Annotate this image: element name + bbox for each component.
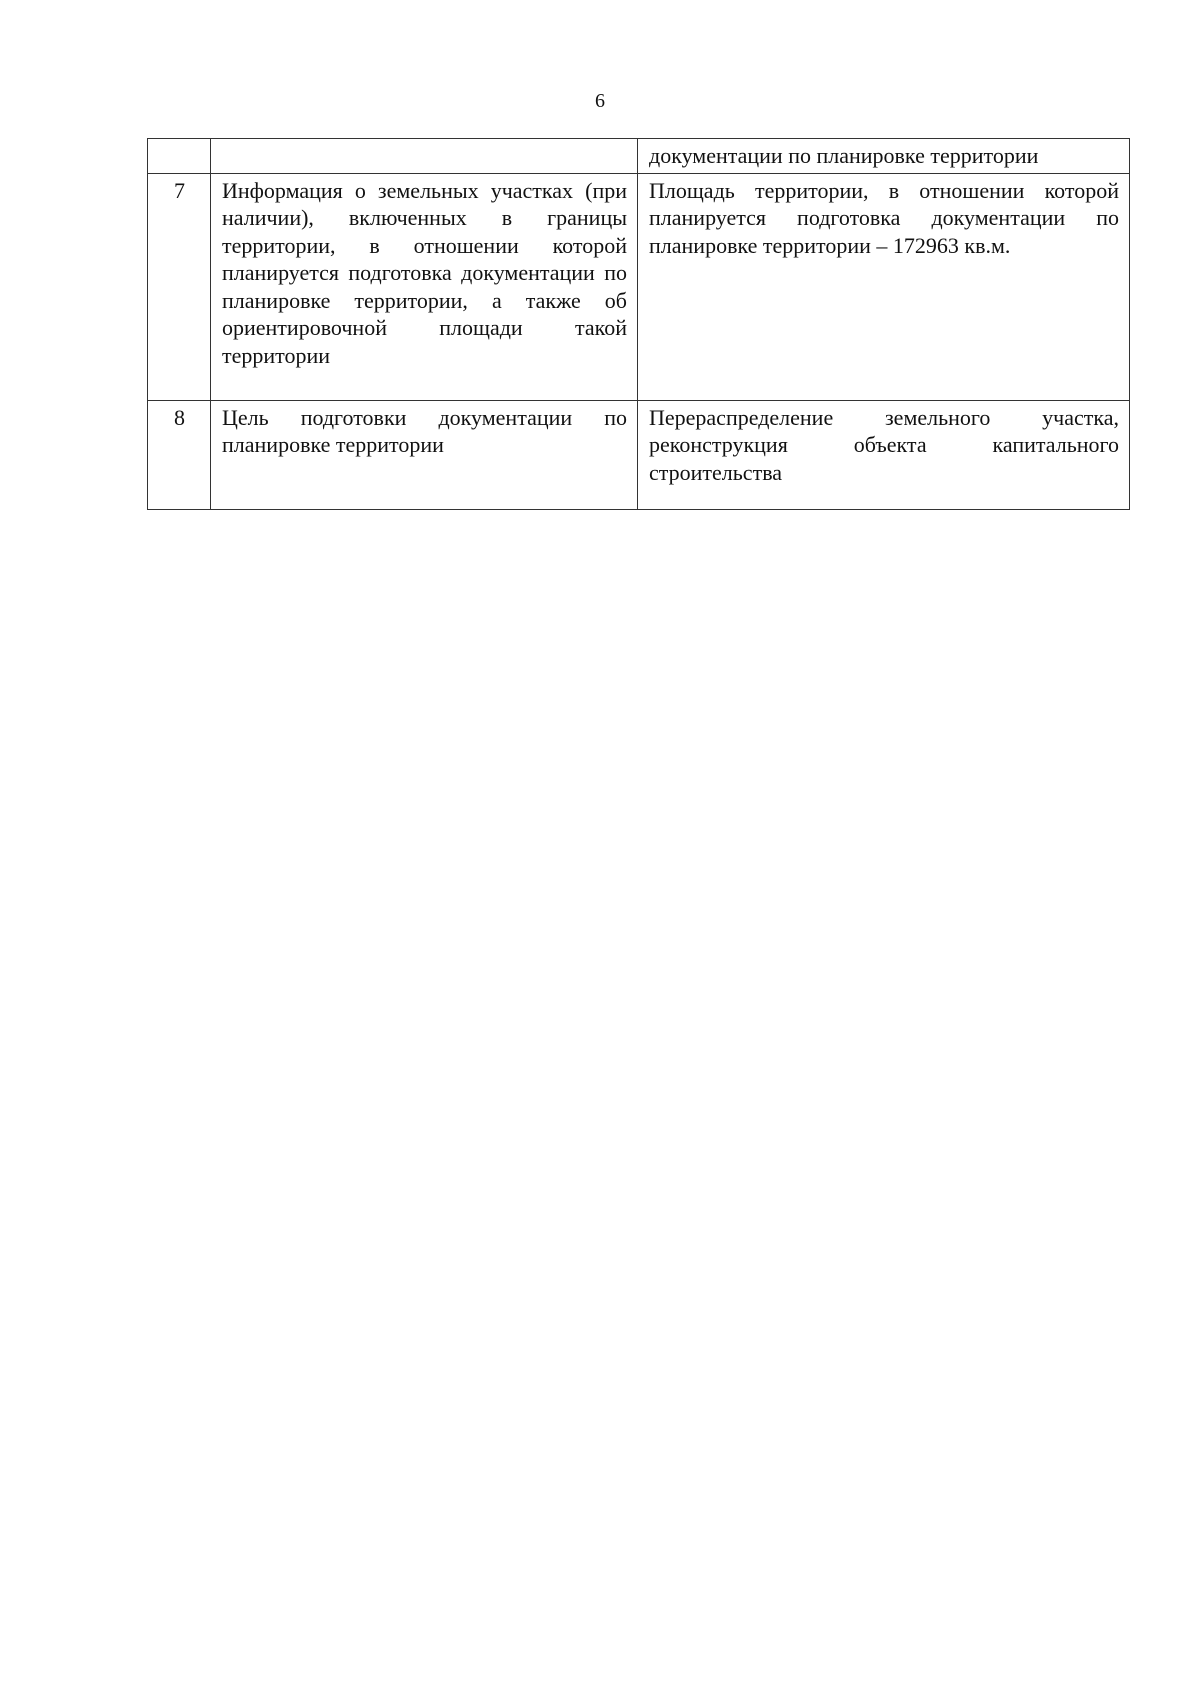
row-number-cell: 7 bbox=[148, 173, 211, 400]
table-row bbox=[148, 173, 1130, 400]
row-name-cell bbox=[211, 139, 638, 174]
table-row-continuation bbox=[148, 139, 1130, 174]
page-number: 6 bbox=[595, 90, 605, 112]
document-table bbox=[147, 138, 1130, 510]
row-name-cell: Цель подготовки документации по планировке территории bbox=[211, 400, 638, 509]
row-value-cell: документации по планировке территории bbox=[638, 139, 1130, 174]
row-number-cell: 8 bbox=[148, 400, 211, 509]
row-number-cell bbox=[148, 139, 211, 174]
table-row bbox=[148, 400, 1130, 509]
row-value-cell: Площадь территории, в отношении которой планируется подготовка документации по планировке территории – 172963 кв.м. bbox=[638, 173, 1130, 400]
row-value-cell: Перераспределение земельного участка, реконструкция объекта капитального строительства bbox=[638, 400, 1130, 509]
row-name-cell: Информация о земельных участках (при наличии), включенных в границы территории, в отношении которой планируется подготовка документации по планировке территории, а также об ориентировочной площади такой территории bbox=[211, 173, 638, 400]
